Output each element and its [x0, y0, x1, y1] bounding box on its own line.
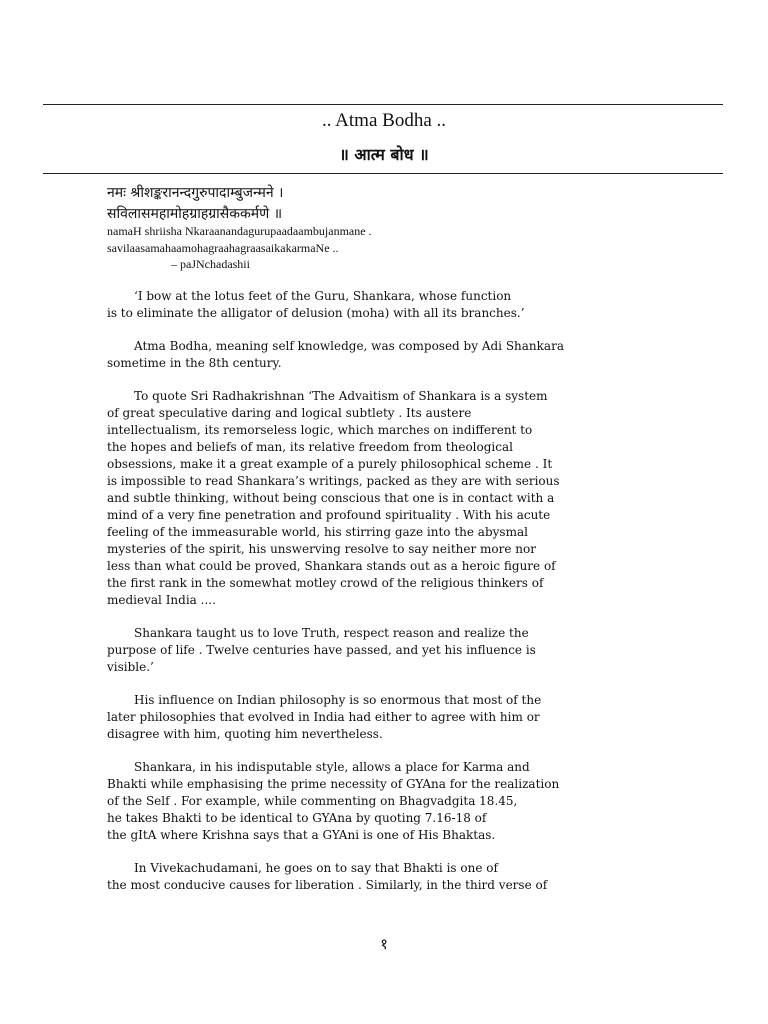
- invocation-verse-line: नमः श्रीशङ्करानन्दगुरुपादाम्बुजन्मने ।: [107, 185, 284, 201]
- text-line: the hopes and beliefs of man, its relative freedom from theological: [107, 440, 513, 454]
- devanagari-title: ॥ आत्म बोध ॥: [339, 145, 429, 164]
- paragraph-influence: [107, 692, 567, 743]
- text-line: intellectualism, its remorseless logic, which marches on indifferent to: [107, 423, 533, 437]
- text-line: Shankara taught us to love Truth, respect reason and realize the: [134, 626, 529, 640]
- paragraph-radhakrishnan-quote: [107, 388, 567, 609]
- invocation-verse-line: सविलासमहामोहग्राहग्रासैककर्मणे ॥: [107, 206, 283, 222]
- text-line: medieval India ....: [107, 593, 216, 607]
- text-line: less than what could be proved, Shankara stands out as a heroic figure of: [107, 559, 556, 573]
- text-line: and subtle thinking, without being conscious that one is in contact with a: [107, 491, 555, 505]
- paragraph-intro: [107, 338, 567, 372]
- text-line: His influence on Indian philosophy is so enormous that most of the: [134, 693, 542, 707]
- bottom-rule: [43, 173, 723, 174]
- text-line: Shankara, in his indisputable style, allows a place for Karma and: [134, 760, 530, 774]
- text-line: purpose of life . Twelve centuries have passed, and yet his influence is: [107, 643, 536, 657]
- paragraph-truth: [107, 625, 567, 676]
- text-line: ‘I bow at the lotus feet of the Guru, Shankara, whose function: [134, 289, 512, 303]
- text-line: Bhakti while emphasising the prime necessity of GYAna for the realization: [107, 777, 560, 791]
- page-title: .. Atma Bodha ..: [321, 110, 447, 131]
- text-line: In Vivekachudamani, he goes on to say that Bhakti is one of: [134, 861, 498, 875]
- text-line: To quote Sri Radhakrishnan ‘The Advaitism of Shankara is a system: [134, 389, 548, 403]
- paragraph-vivekachudamani: [107, 860, 567, 894]
- text-line: obsessions, make it a great example of a purely philosophical scheme . It: [107, 457, 553, 471]
- text-line: later philosophies that evolved in India had either to agree with him or: [107, 710, 540, 724]
- text-line: the most conducive causes for liberation . Similarly, in the third verse of: [107, 878, 548, 892]
- text-line: is to eliminate the alligator of delusion (moha) with all its branches.’: [107, 306, 525, 320]
- text-line: sometime in the 8th century.: [107, 356, 282, 370]
- text-line: he takes Bhakti to be identical to GYAna by quoting 7.16-18 of: [107, 811, 487, 825]
- text-line: mind of a very fine penetration and profound spirituality . With his acute: [107, 508, 551, 522]
- text-line: disagree with him, quoting him nevertheless.: [107, 727, 383, 741]
- text-line: of the Self . For example, while commenting on Bhagvadgita 18.45,: [107, 794, 518, 808]
- text-line: the first rank in the somewhat motley crowd of the religious thinkers of: [107, 576, 544, 590]
- text-line: mysteries of the spirit, his unswerving resolve to say neither more nor: [107, 542, 536, 556]
- text-line: feeling of the immeasurable world, his stirring gaze into the abysmal: [107, 525, 528, 539]
- text-line: visible.’: [107, 660, 154, 674]
- text-line: of great speculative daring and logical subtlety . Its austere: [107, 406, 472, 420]
- text-line: the gItA where Krishna says that a GYAni is one of His Bhaktas.: [107, 828, 496, 842]
- body-text: [107, 288, 567, 910]
- text-line: Atma Bodha, meaning self knowledge, was composed by Adi Shankara: [134, 339, 564, 353]
- top-rule: [43, 104, 723, 105]
- paragraph-quote: [107, 288, 567, 322]
- text-line: is impossible to read Shankara’s writings, packed as they are with serious: [107, 474, 560, 488]
- paragraph-karma-bhakti: [107, 759, 567, 844]
- verse-attribution: – paJNchadashii: [171, 257, 250, 271]
- transliteration-line: namaH shriisha Nkaraanandagurupaadaambujanmane .: [107, 224, 372, 238]
- page-number: १: [380, 935, 388, 953]
- transliteration-line: savilaasamahaamohagraahagraasaikakarmaNe ..: [107, 241, 339, 255]
